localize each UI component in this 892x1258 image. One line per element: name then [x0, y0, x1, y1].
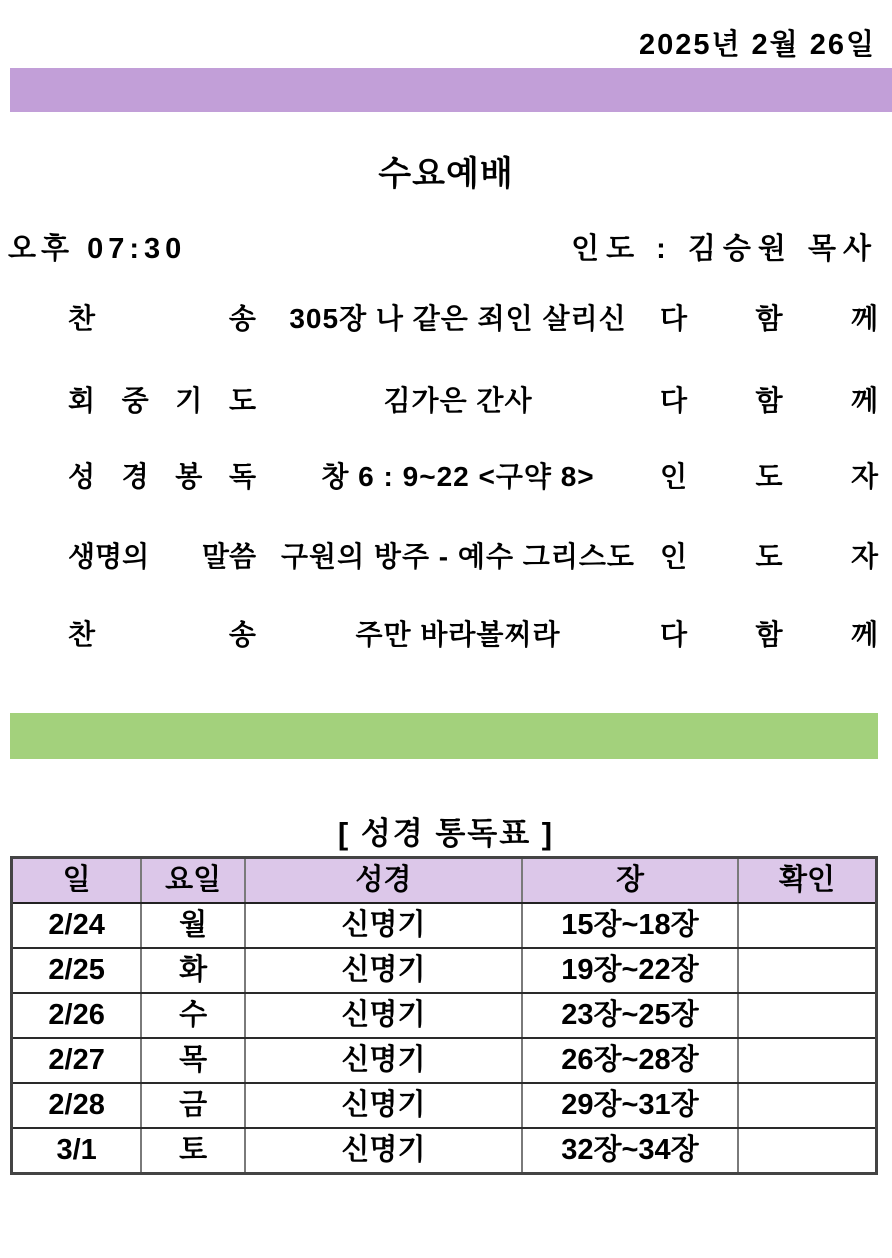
table-row — [12, 948, 877, 993]
bible-reading-table — [10, 856, 878, 1175]
service-row-hymn-1 — [0, 297, 892, 337]
cell-date: 2/25 — [12, 948, 142, 993]
time-leader-row — [8, 226, 878, 267]
purple-divider-banner — [10, 68, 892, 112]
cell-chapters: 19장~22장 — [522, 948, 738, 993]
cell-day: 토 — [141, 1128, 245, 1174]
service-row-sermon — [0, 535, 892, 575]
service-item-content: 구원의 방주 - 예수 그리스도 — [281, 541, 635, 572]
cell-book: 신명기 — [245, 1128, 522, 1174]
service-item-person: 인 도 자 — [660, 461, 878, 492]
cell-date: 3/1 — [12, 1128, 142, 1174]
cell-book: 신명기 — [245, 993, 522, 1038]
header-chapters: 장 — [522, 858, 738, 904]
table-row — [12, 1038, 877, 1083]
service-row-scripture — [0, 455, 892, 495]
cell-chapters: 32장~34장 — [522, 1128, 738, 1174]
service-item-person: 다 함 께 — [660, 619, 878, 650]
service-row-hymn-2 — [0, 613, 892, 653]
service-title: 수요예배 — [378, 155, 514, 193]
service-item-label: 회 중 기 도 — [68, 385, 256, 416]
cell-check — [738, 1038, 876, 1083]
cell-date: 2/27 — [12, 1038, 142, 1083]
service-item-label: 찬 송 — [68, 303, 256, 334]
cell-day: 수 — [141, 993, 245, 1038]
cell-book: 신명기 — [245, 1038, 522, 1083]
bulletin-date: 2025년 2월 26일 — [638, 29, 876, 61]
service-item-person: 다 함 께 — [660, 385, 878, 416]
green-divider-banner — [10, 713, 878, 759]
reading-table-title: [ 성경 통독표 ] — [337, 816, 555, 851]
cell-check — [738, 1083, 876, 1128]
cell-day: 월 — [141, 903, 245, 948]
cell-date: 2/28 — [12, 1083, 142, 1128]
table-row — [12, 1083, 877, 1128]
cell-day: 화 — [141, 948, 245, 993]
service-item-content: 김가은 간사 — [383, 385, 533, 416]
cell-date: 2/26 — [12, 993, 142, 1038]
header-book: 성경 — [245, 858, 522, 904]
cell-chapters: 26장~28장 — [522, 1038, 738, 1083]
cell-book: 신명기 — [245, 948, 522, 993]
cell-book: 신명기 — [245, 903, 522, 948]
service-time: 오후 07:30 — [8, 233, 187, 265]
cell-book: 신명기 — [245, 1083, 522, 1128]
cell-chapters: 15장~18장 — [522, 903, 738, 948]
cell-chapters: 29장~31장 — [522, 1083, 738, 1128]
header-day: 요일 — [141, 858, 245, 904]
service-item-label: 성 경 봉 독 — [68, 461, 256, 492]
cell-check — [738, 993, 876, 1038]
cell-check — [738, 903, 876, 948]
cell-day: 금 — [141, 1083, 245, 1128]
cell-day: 목 — [141, 1038, 245, 1083]
service-item-label: 생명의 말씀 — [68, 541, 256, 572]
cell-check — [738, 948, 876, 993]
service-leader: 인도 : 김승원 목사 — [571, 233, 878, 265]
service-item-person: 다 함 께 — [660, 303, 878, 334]
service-item-content: 창 6 : 9~22 <구약 8> — [321, 461, 595, 492]
service-item-label: 찬 송 — [68, 619, 256, 650]
cell-date: 2/24 — [12, 903, 142, 948]
header-check: 확인 — [738, 858, 876, 904]
service-item-content: 305장 나 같은 죄인 살리신 — [289, 303, 627, 334]
service-item-content: 주만 바라볼찌라 — [355, 619, 561, 650]
table-row — [12, 903, 877, 948]
service-item-person: 인 도 자 — [660, 541, 878, 572]
service-row-prayer — [0, 379, 892, 419]
header-date: 일 — [12, 858, 142, 904]
cell-chapters: 23장~25장 — [522, 993, 738, 1038]
table-row — [12, 1128, 877, 1174]
table-row — [12, 993, 877, 1038]
table-header-row — [12, 858, 877, 904]
cell-check — [738, 1128, 876, 1174]
